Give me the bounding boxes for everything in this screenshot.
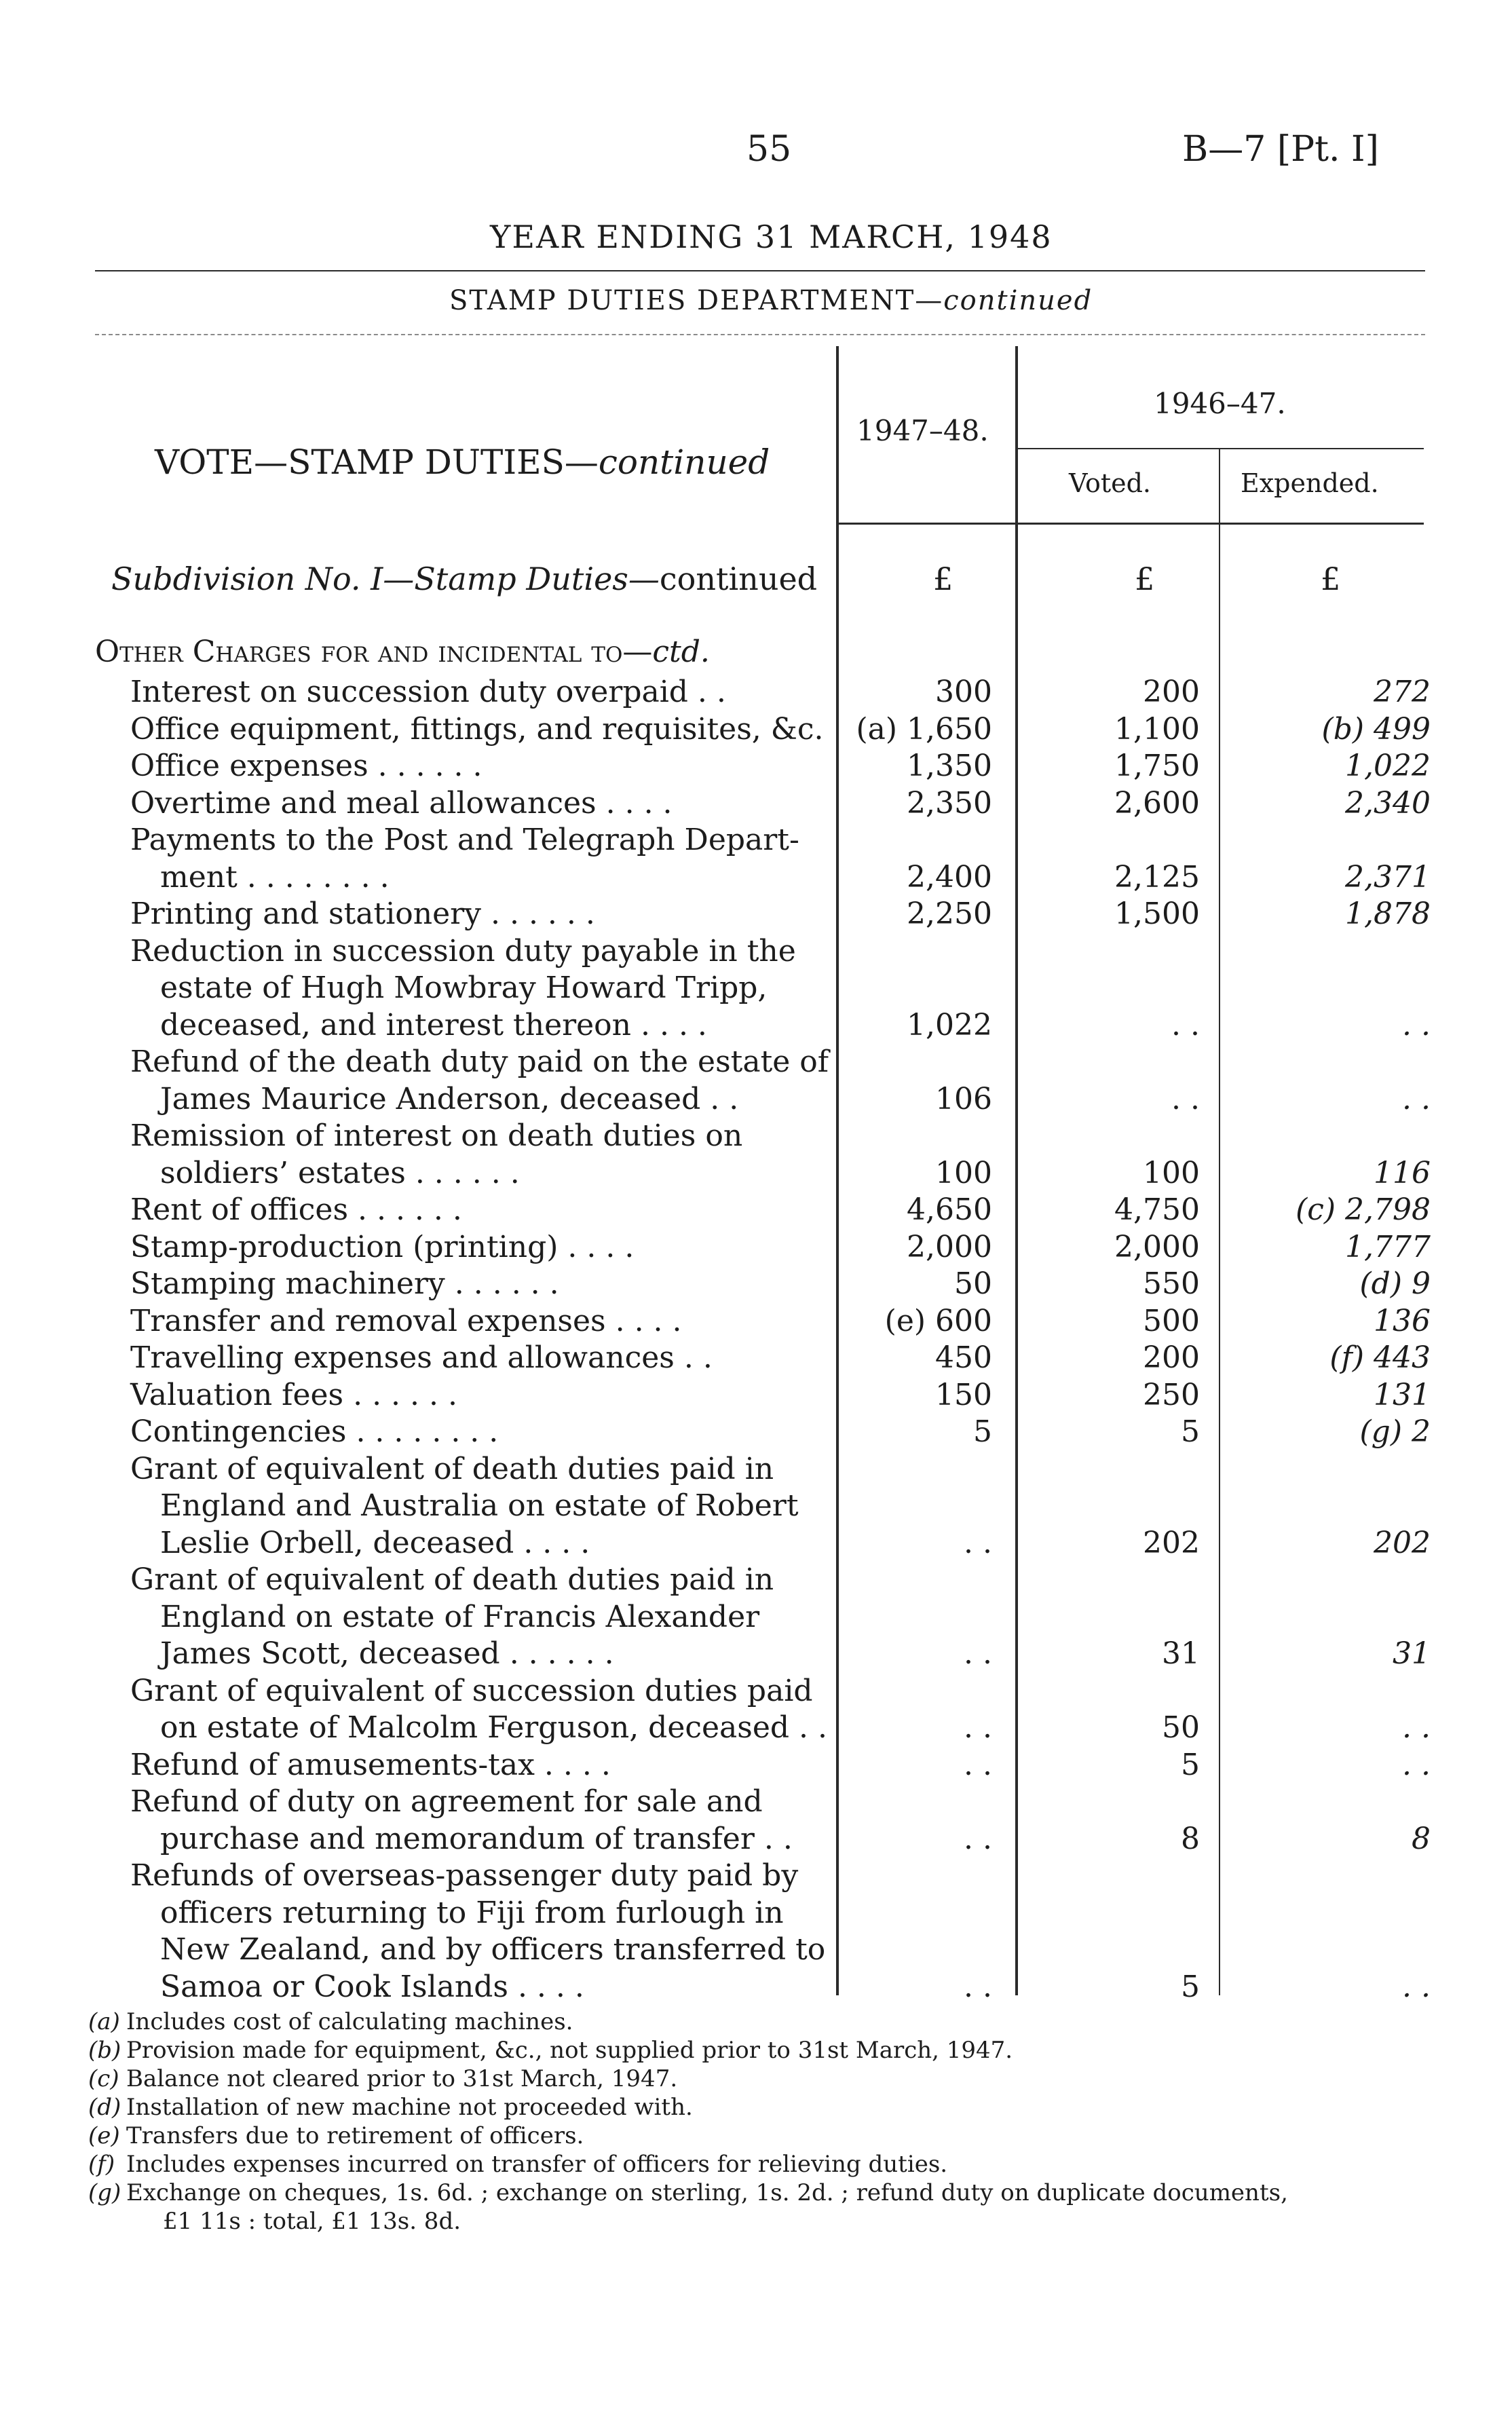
row-label-line: Grant of equivalent of death duties paid in [130, 1451, 774, 1486]
footnote-text: Exchange on cheques, 1s. 6d. ; exchange on sterling, 1s. 2d. ; refund duty on duplicate documents, [126, 2179, 1288, 2206]
value-1947-48: (e) 600 [884, 1303, 992, 1338]
value-1947-48: 4,650 [907, 1192, 992, 1227]
value-1947-48: 106 [935, 1081, 992, 1116]
value-voted: 202 [1143, 1525, 1200, 1560]
footnote [88, 2008, 573, 2036]
value-voted: 5 [1181, 1969, 1200, 2004]
row-label-line: soldiers’ estates . . . . . . [160, 1155, 520, 1190]
footnote-mark: (d) [88, 2094, 121, 2121]
department-rule [95, 334, 1425, 335]
row-label-line: Grant of equivalent of death duties paid in [130, 1562, 774, 1597]
row-label-line: Refunds of overseas-passenger duty paid by [130, 1858, 799, 1893]
value-expended: 1,878 [1345, 897, 1431, 931]
footnote [88, 2150, 947, 2179]
footnote-mark: (e) [88, 2122, 120, 2149]
row-label-line: Leslie Orbell, deceased . . . . [160, 1525, 590, 1560]
currency-voted: £ [1135, 561, 1155, 597]
row-label-line: purchase and memorandum of transfer . . [160, 1821, 793, 1856]
row-label-line: Printing and stationery . . . . . . [130, 897, 595, 931]
row-label-line: Travelling expenses and allowances . . [130, 1340, 713, 1375]
page-title: YEAR ENDING 31 MARCH, 1948 [490, 219, 1053, 255]
footnote [88, 2179, 1288, 2207]
value-expended: (c) 2,798 [1296, 1192, 1431, 1227]
row-label-line: James Maurice Anderson, deceased . . [160, 1081, 739, 1116]
row-label-line: Interest on succession duty overpaid . . [130, 675, 726, 709]
value-voted: 500 [1143, 1303, 1200, 1338]
value-1947-48: 5 [973, 1414, 992, 1449]
row-label-line: officers returning to Fiji from furlough in [160, 1895, 784, 1930]
value-voted: 2,000 [1114, 1229, 1200, 1264]
footnote-text: Transfers due to retirement of officers. [126, 2122, 584, 2149]
divider-label-column [836, 346, 839, 1995]
row-label-line: Transfer and removal expenses . . . . [130, 1303, 682, 1338]
row-label-line: Overtime and meal allowances . . . . [130, 785, 673, 821]
footnote [88, 2036, 1013, 2065]
value-expended: 202 [1374, 1525, 1431, 1560]
value-voted: 2,125 [1114, 859, 1200, 895]
footnote [88, 2122, 584, 2150]
subdivision-tail: continued [659, 561, 818, 597]
value-1947-48: 2,000 [907, 1229, 992, 1264]
value-voted: . . [1171, 1007, 1200, 1042]
row-label-line: Remission of interest on death duties on [130, 1118, 743, 1153]
value-voted: 100 [1143, 1155, 1200, 1190]
footnote-mark: (f) [88, 2151, 115, 2178]
value-1947-48: 450 [935, 1340, 992, 1375]
vote-title [155, 443, 770, 482]
value-expended: 116 [1374, 1155, 1431, 1190]
value-1947-48: 2,250 [907, 897, 992, 931]
vote-title-main: VOTE—STAMP DUTIES— [155, 443, 599, 482]
row-label-line: Grant of equivalent of succession duties paid [130, 1673, 813, 1708]
section-heading-text: Other Charges for and incidental to— [95, 635, 653, 669]
row-label-line: New Zealand, and by officers transferred to [160, 1932, 826, 1967]
value-expended: (b) 499 [1321, 711, 1431, 747]
value-voted: 1,500 [1114, 897, 1200, 931]
footnote-text: Balance not cleared prior to 31st March, 1947. [126, 2065, 678, 2092]
value-expended: . . [1402, 1969, 1431, 2004]
row-label-line: Rent of offices . . . . . . [130, 1192, 462, 1227]
divider-1947-column [1015, 346, 1018, 1995]
row-label-line: Contingencies . . . . . . . . [130, 1414, 499, 1449]
section-heading [95, 635, 710, 669]
column-1947-48: 1947–48. [856, 414, 989, 447]
value-voted: 1,750 [1114, 749, 1200, 783]
value-1947-48: . . [964, 1969, 992, 2004]
footnote [163, 2207, 461, 2236]
footnote-mark: (a) [88, 2008, 120, 2035]
value-1947-48: . . [964, 1710, 992, 1745]
footnote-text: Includes cost of calculating machines. [126, 2008, 573, 2035]
value-expended: 8 [1412, 1821, 1431, 1856]
page-number: 55 [746, 129, 792, 170]
value-1947-48: . . [964, 1821, 992, 1856]
department-name: STAMP DUTIES DEPARTMENT— [449, 285, 944, 316]
value-expended: . . [1402, 1747, 1431, 1782]
value-expended: 1,022 [1345, 749, 1431, 783]
footnote-mark: (b) [88, 2037, 121, 2064]
section-heading-tail: ctd. [652, 635, 710, 669]
value-voted: 5 [1181, 1747, 1200, 1782]
footnote-text: Installation of new machine not proceeded with. [126, 2094, 693, 2121]
row-label-line: Stamp-production (printing) . . . . [130, 1229, 635, 1264]
value-voted: 4,750 [1114, 1192, 1200, 1227]
value-voted: 200 [1143, 675, 1200, 709]
footnote-text: Includes expenses incurred on transfer of officers for relieving duties. [126, 2151, 948, 2178]
value-1947-48: 2,400 [907, 859, 992, 895]
footnote-text: £1 11s : total, £1 13s. 8d. [163, 2208, 461, 2235]
row-label-line: James Scott, deceased . . . . . . [160, 1636, 614, 1671]
page-reference: B—7 [Pt. I] [1182, 129, 1379, 170]
row-label-line: Refund of the death duty paid on the estate of [130, 1044, 829, 1079]
value-1947-48: 100 [935, 1155, 992, 1190]
footnote [88, 2093, 693, 2122]
subdivision-italic: Subdivision No. I—Stamp Duties— [111, 561, 660, 597]
subdivision-heading [111, 561, 817, 597]
value-expended: 2,340 [1345, 785, 1431, 821]
row-label-line: Stamping machinery . . . . . . [130, 1266, 559, 1301]
row-label-line: Office expenses . . . . . . [130, 749, 483, 783]
department-continued: continued [943, 285, 1093, 316]
value-expended: 136 [1374, 1303, 1431, 1338]
value-voted: 50 [1162, 1710, 1200, 1745]
value-1947-48: 1,350 [907, 749, 992, 783]
value-1947-48: 1,022 [907, 1007, 992, 1042]
currency-expended: £ [1321, 561, 1341, 597]
title-rule [95, 270, 1425, 271]
value-expended: (g) 2 [1359, 1414, 1431, 1449]
value-expended: 131 [1374, 1377, 1431, 1412]
value-voted: 550 [1143, 1266, 1200, 1301]
value-voted: 1,100 [1114, 711, 1200, 747]
value-expended: . . [1402, 1710, 1431, 1745]
value-voted: 2,600 [1114, 785, 1200, 821]
currency-1947-48: £ [933, 561, 953, 597]
row-label-line: Office equipment, fittings, and requisites, &c. [130, 711, 824, 747]
row-label-line: England and Australia on estate of Robert [160, 1488, 799, 1523]
row-label-line: Refund of amusements-tax . . . . [130, 1747, 611, 1782]
row-label-line: Valuation fees . . . . . . [130, 1377, 457, 1412]
value-1947-48: 150 [935, 1377, 992, 1412]
column-voted: Voted. [1069, 468, 1151, 498]
value-1947-48: 50 [954, 1266, 992, 1301]
row-label-line: deceased, and interest thereon . . . . [160, 1007, 707, 1042]
row-label-line: estate of Hugh Mowbray Howard Tripp, [160, 971, 768, 1005]
value-voted: . . [1171, 1081, 1200, 1116]
value-expended: 2,371 [1345, 859, 1431, 895]
value-1947-48: . . [964, 1525, 992, 1560]
value-1947-48: 2,350 [907, 785, 992, 821]
row-label-line: ment . . . . . . . . [160, 859, 390, 895]
value-expended: 272 [1374, 675, 1431, 709]
value-voted: 200 [1143, 1340, 1200, 1375]
value-voted: 31 [1162, 1636, 1200, 1671]
value-1947-48: . . [964, 1747, 992, 1782]
footnote-mark: (g) [88, 2179, 121, 2206]
row-label-line: Reduction in succession duty payable in the [130, 933, 796, 968]
value-voted: 5 [1181, 1414, 1200, 1449]
row-label-line: on estate of Malcolm Ferguson, deceased . . [160, 1710, 828, 1745]
column-expended: Expended. [1241, 468, 1379, 498]
value-1947-48: (a) 1,650 [856, 711, 992, 747]
vote-title-continued: continued [598, 443, 770, 482]
value-voted: 250 [1143, 1377, 1200, 1412]
footnote [88, 2065, 677, 2093]
footnote-text: Provision made for equipment, &c., not supplied prior to 31st March, 1947. [126, 2037, 1013, 2064]
value-1947-48: . . [964, 1636, 992, 1671]
value-voted: 8 [1181, 1821, 1200, 1856]
divider-voted-column [1219, 448, 1220, 1995]
value-expended: (d) 9 [1359, 1266, 1431, 1301]
rule-header-bottom [837, 523, 1424, 525]
value-expended: 1,777 [1345, 1229, 1431, 1264]
department-heading [449, 285, 1093, 316]
value-expended: . . [1402, 1007, 1431, 1042]
value-expended: (f) 443 [1329, 1340, 1431, 1375]
value-1947-48: 300 [935, 675, 992, 709]
row-label-line: Samoa or Cook Islands . . . . [160, 1969, 584, 2004]
rule-1946-47-under [1017, 448, 1424, 449]
value-expended: . . [1402, 1081, 1431, 1116]
value-expended: 31 [1393, 1636, 1431, 1671]
row-label-line: Payments to the Post and Telegraph Depart- [130, 823, 799, 857]
footnote-mark: (c) [88, 2065, 119, 2092]
row-label-line: Refund of duty on agreement for sale and [130, 1784, 763, 1819]
row-label-line: England on estate of Francis Alexander [160, 1599, 760, 1634]
column-1946-47: 1946–47. [1154, 387, 1286, 420]
